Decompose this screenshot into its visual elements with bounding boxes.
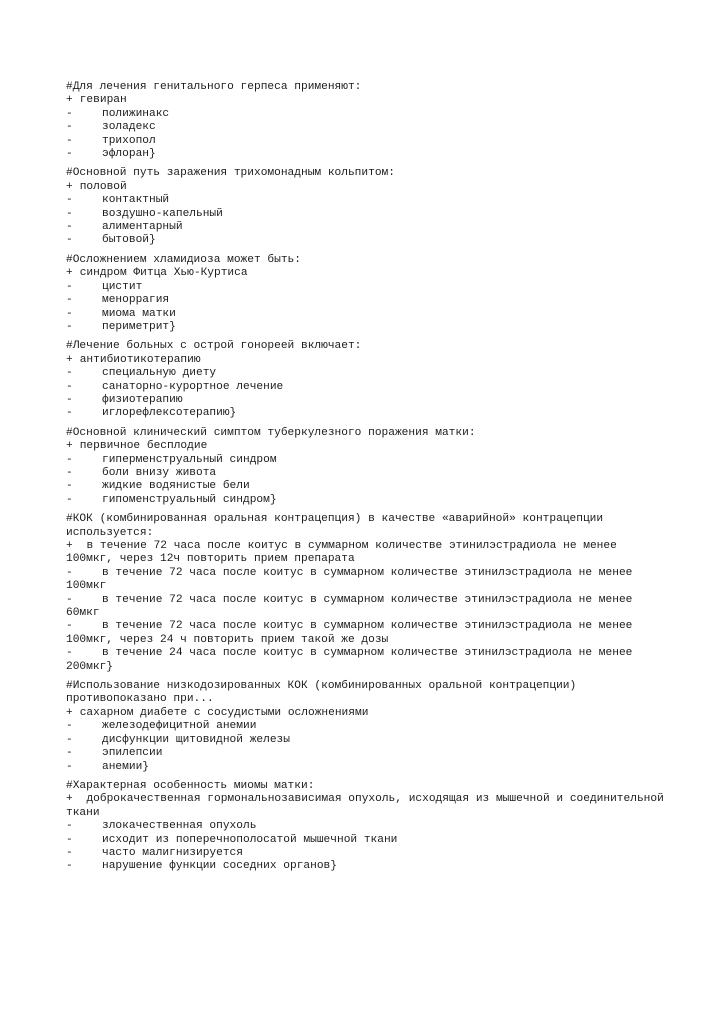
correct-answer: [66, 181, 666, 194]
answer-text: железодефицитной анемии: [102, 720, 257, 733]
question-text: #Осложнением хламидиоза может быть:: [66, 253, 301, 266]
answer-text: антибиотикотерапию: [79, 353, 201, 366]
wrong-answer: [66, 281, 666, 294]
answer-text: дисфункции щитовидной железы: [102, 733, 290, 746]
correct-marker: +: [66, 540, 73, 552]
answer-text: контактный: [102, 194, 170, 207]
answer-text: гиперменструальный синдром: [102, 453, 277, 466]
correct-answer: [66, 267, 666, 280]
wrong-answer: [66, 308, 666, 321]
wrong-marker: -: [66, 367, 73, 380]
wrong-marker: -: [66, 148, 73, 161]
wrong-answer: [66, 834, 666, 847]
wrong-marker: -: [66, 480, 73, 493]
wrong-marker: -: [66, 320, 73, 333]
wrong-marker: -: [66, 733, 73, 746]
answer-text: анемии}: [102, 760, 149, 773]
question-text: #Характерная особенность миомы матки:: [66, 779, 315, 792]
answer-text: цистит: [102, 280, 143, 293]
answer-text: синдром Фитца Хью-Куртиса: [79, 267, 248, 280]
answer-text: первичное бесплодие: [79, 440, 208, 453]
answer-text: нарушение функции соседних органов}: [102, 860, 337, 873]
question-text: #Основной клинический симптом туберкулезного поражения матки:: [66, 426, 476, 439]
answer-text: алиментарный: [102, 221, 183, 234]
answer-text: боли внизу живота: [102, 466, 217, 479]
question-text: #Использование низкодозированных КОК (комбинированных оральной контрацепции) противопоказано при...: [66, 680, 583, 706]
question-block: [66, 340, 666, 420]
question-text: #Лечение больных с острой гонореей включает:: [66, 340, 362, 353]
answer-text: гевиран: [79, 94, 127, 107]
answer-text: бытовой}: [102, 234, 156, 247]
wrong-answer: [66, 620, 666, 647]
wrong-answer: [66, 194, 666, 207]
wrong-marker: -: [66, 407, 73, 420]
wrong-marker: -: [66, 566, 73, 579]
wrong-answer: [66, 567, 666, 594]
answer-text: санаторно-курортное лечение: [102, 380, 284, 393]
wrong-answer: [66, 720, 666, 733]
question-text: #КОК (комбинированная оральная контрацепция) в качестве «аварийной» контрацепции используется:: [66, 513, 610, 539]
wrong-marker: -: [66, 820, 73, 833]
answer-text: эфлоран}: [102, 148, 156, 161]
wrong-marker: -: [66, 620, 73, 633]
document-page: [66, 81, 666, 880]
question-block: [66, 513, 666, 674]
answer-text: меноррагия: [102, 294, 170, 307]
wrong-marker: -: [66, 194, 73, 207]
wrong-marker: -: [66, 453, 73, 466]
wrong-answer: [66, 454, 666, 467]
wrong-answer: [66, 221, 666, 234]
wrong-answer: [66, 820, 666, 833]
wrong-marker: -: [66, 121, 73, 134]
question-block: [66, 81, 666, 161]
answer-text: иглорефлексотерапию}: [102, 407, 237, 420]
wrong-marker: -: [66, 280, 73, 293]
wrong-marker: -: [66, 760, 73, 773]
answer-text: золадекс: [102, 121, 156, 134]
wrong-marker: -: [66, 294, 73, 307]
wrong-marker: -: [66, 860, 73, 873]
correct-answer: [66, 540, 666, 567]
wrong-answer: [66, 467, 666, 480]
wrong-marker: -: [66, 107, 73, 120]
answer-text: полижинакс: [102, 107, 170, 120]
wrong-answer: [66, 860, 666, 873]
correct-marker: +: [66, 180, 73, 193]
question-block: [66, 254, 666, 334]
answer-text: жидкие водянистые бели: [102, 480, 250, 493]
answer-text: в течение 24 часа после коитус в суммарном количестве этинилэстрадиола не менее 200мкг}: [66, 647, 633, 673]
correct-answer: [66, 793, 666, 820]
wrong-answer: [66, 594, 666, 621]
question-block: [66, 780, 666, 874]
answer-text: трихопол: [102, 134, 156, 147]
wrong-answer: [66, 121, 666, 134]
wrong-answer: [66, 148, 666, 161]
wrong-marker: -: [66, 593, 73, 606]
wrong-answer: [66, 407, 666, 420]
wrong-answer: [66, 367, 666, 380]
wrong-answer: [66, 761, 666, 774]
answer-text: эпилепсии: [102, 747, 163, 760]
wrong-answer: [66, 847, 666, 860]
answer-text: миома матки: [102, 307, 176, 320]
correct-answer: [66, 354, 666, 367]
answer-text: воздушно-капельный: [102, 207, 223, 220]
wrong-marker: -: [66, 493, 73, 506]
question-block: [66, 427, 666, 507]
answer-text: доброкачественная гормональнозависимая опухоль, исходящая из мышечной и соединительной ткани: [66, 793, 664, 819]
wrong-answer: [66, 734, 666, 747]
answer-text: гипоменструальный синдром}: [102, 493, 277, 506]
wrong-answer: [66, 135, 666, 148]
wrong-answer: [66, 394, 666, 407]
wrong-answer: [66, 108, 666, 121]
wrong-marker: -: [66, 221, 73, 234]
question-block: [66, 680, 666, 774]
wrong-answer: [66, 321, 666, 334]
answer-text: половой: [79, 180, 127, 193]
question-text: #Основной путь заражения трихомонадным кольпитом:: [66, 167, 395, 180]
wrong-marker: -: [66, 307, 73, 320]
answer-text: специальную диету: [102, 367, 217, 380]
correct-marker: +: [66, 267, 73, 280]
wrong-marker: -: [66, 833, 73, 846]
wrong-answer: [66, 208, 666, 221]
wrong-marker: -: [66, 234, 73, 247]
answer-text: в течение 72 часа после коитус в суммарном количестве этинилэстрадиола не менее 100мкг, через 24 ч повторить прием такой же дозы: [66, 620, 633, 646]
wrong-answer: [66, 234, 666, 247]
answer-text: часто малигнизируется: [102, 846, 243, 859]
answer-text: злокачественная опухоль: [102, 820, 257, 833]
correct-answer: [66, 94, 666, 107]
question-text: #Для лечения генитального герпеса применяют:: [66, 81, 362, 93]
wrong-marker: -: [66, 466, 73, 479]
answer-text: периметрит}: [102, 320, 176, 333]
wrong-marker: -: [66, 393, 73, 406]
correct-marker: +: [66, 94, 73, 107]
wrong-answer: [66, 381, 666, 394]
correct-marker: +: [66, 706, 73, 719]
wrong-answer: [66, 647, 666, 674]
correct-marker: +: [66, 440, 73, 453]
answer-text: в течение 72 часа после коитус в суммарном количестве этинилэстрадиола не менее 100мкг: [66, 566, 633, 593]
wrong-marker: -: [66, 207, 73, 220]
answer-text: сахарном диабете с сосудистыми осложнениями: [79, 706, 369, 719]
correct-marker: +: [66, 793, 73, 806]
question-block: [66, 167, 666, 247]
wrong-answer: [66, 747, 666, 760]
wrong-answer: [66, 494, 666, 507]
answer-text: в течение 72 часа после коитус в суммарном количестве этинилэстрадиола не менее 100мкг, через 12ч повторить прием препарата: [66, 540, 617, 566]
wrong-marker: -: [66, 647, 73, 660]
wrong-marker: -: [66, 380, 73, 393]
wrong-marker: -: [66, 134, 73, 147]
wrong-answer: [66, 294, 666, 307]
wrong-marker: -: [66, 720, 73, 733]
wrong-marker: -: [66, 846, 73, 859]
wrong-answer: [66, 480, 666, 493]
answer-text: исходит из поперечнополосатой мышечной ткани: [102, 833, 398, 846]
correct-marker: +: [66, 353, 73, 366]
correct-answer: [66, 440, 666, 453]
answer-text: физиотерапию: [102, 393, 183, 406]
answer-text: в течение 72 часа после коитус в суммарном количестве этинилэстрадиола не менее 60мкг: [66, 593, 633, 620]
correct-answer: [66, 707, 666, 720]
wrong-marker: -: [66, 747, 73, 760]
